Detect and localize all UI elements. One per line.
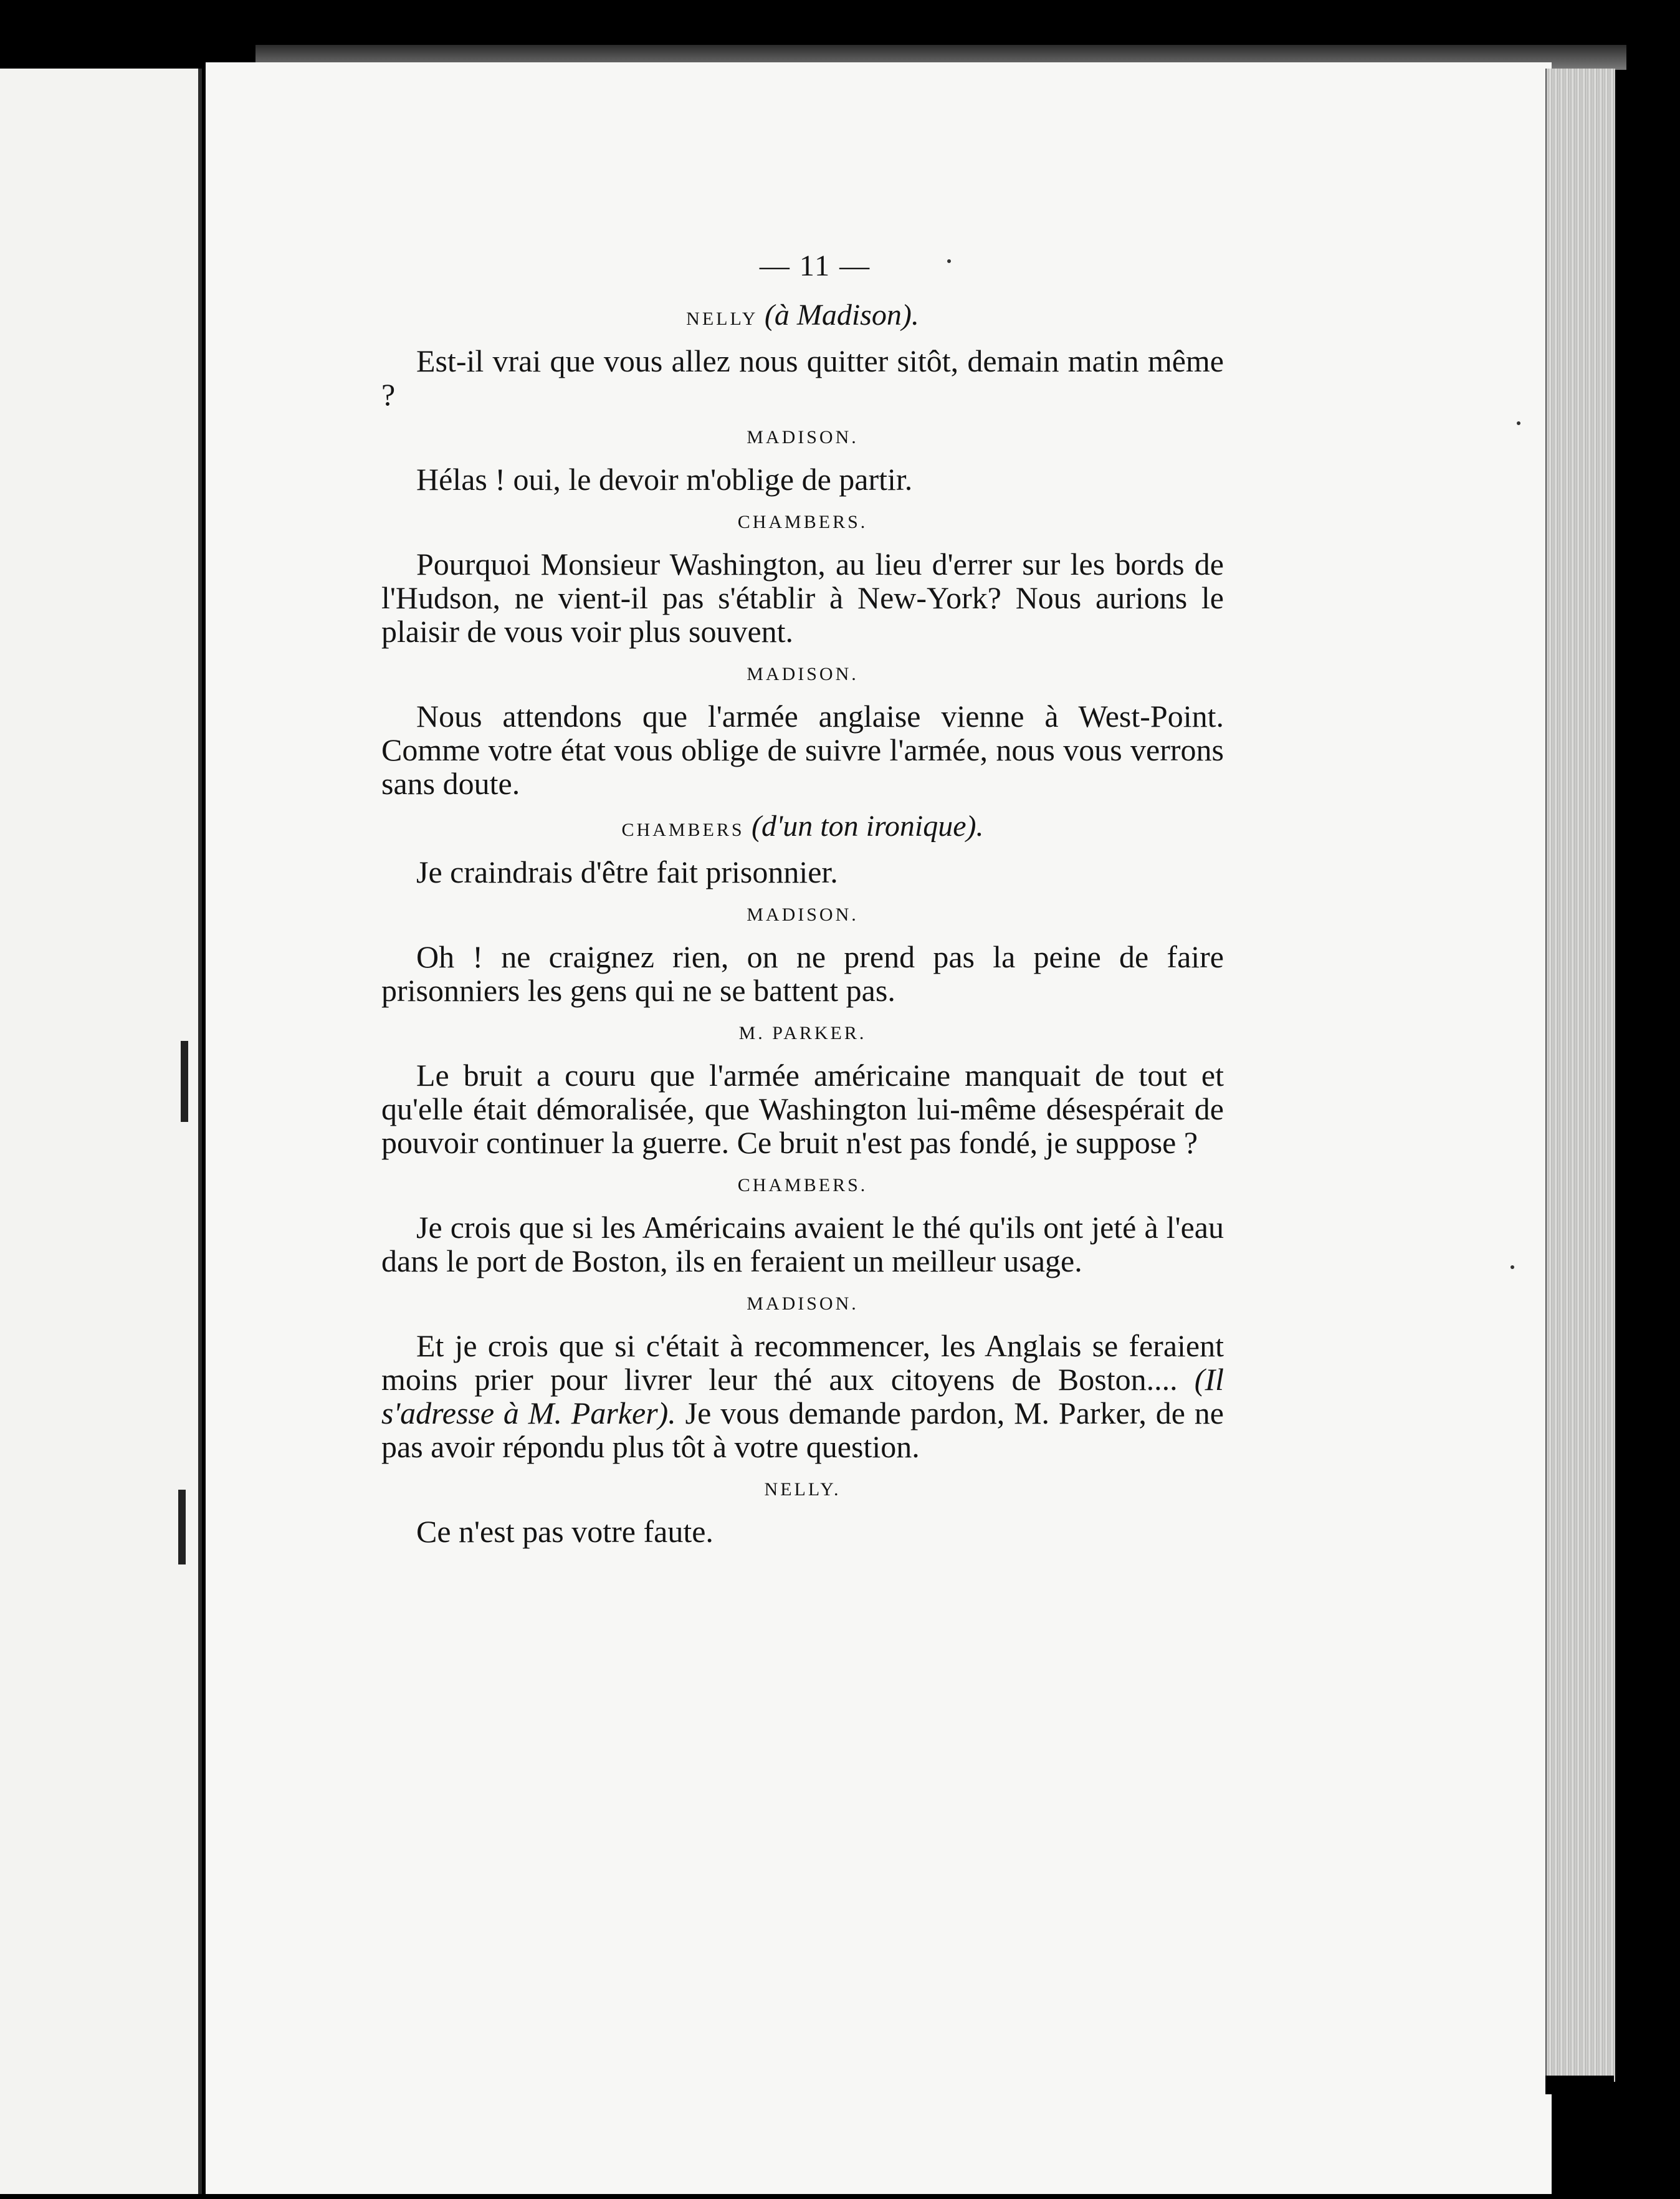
stage-direction: (Il s'adresse à M. Parker).: [381, 1362, 1224, 1430]
speaker-name: CHAMBERS.: [737, 512, 868, 532]
speaker-heading: [381, 810, 1224, 843]
speaker-name: MADISON.: [747, 904, 859, 925]
speech-text: Pourquoi Monsieur Washington, au lieu d'errer sur les bords de l'Hudson, ne vient-il pas s'établir à New-York? Nous aurions le plaisir de vous voir plus souvent.: [381, 547, 1224, 649]
speaker-name: NELLY: [686, 309, 758, 329]
speech-7: [381, 1021, 1224, 1159]
speaker-heading: [381, 1291, 1224, 1316]
binding-mark: [181, 1041, 188, 1122]
speaker-name: CHAMBERS.: [737, 1175, 868, 1195]
speaker-heading: [381, 1021, 1224, 1046]
page-stack-bottom: [1545, 2076, 1614, 2094]
print-speck: [1517, 421, 1520, 425]
speaker-name: MADISON.: [747, 664, 859, 684]
speaker-heading: [381, 1477, 1224, 1502]
page-text: [381, 249, 1224, 1553]
speech-text: [381, 1329, 1224, 1464]
speech-2: [381, 425, 1224, 496]
speech-text-part: Je vous demande pardon, M. Parker, de ne pas avoir répondu plus tôt à votre question.: [381, 1396, 1224, 1464]
speaker-heading: [381, 662, 1224, 687]
speaker-heading: [381, 425, 1224, 450]
speaker-name: MADISON.: [747, 1293, 859, 1314]
speech-1: [381, 299, 1224, 412]
page-number: — 11 —: [759, 249, 871, 282]
speaker-heading: [381, 510, 1224, 535]
print-speck: [1511, 1265, 1514, 1269]
facing-page-edge: [0, 69, 202, 2194]
speech-text: Le bruit a couru que l'armée américaine manquait de tout et qu'elle était démoralisée, que Washington lui-même désespérait de pouvoir continuer la guerre. Ce bruit n'est pas fondé, je suppose ?: [381, 1058, 1224, 1160]
print-speck: [947, 259, 951, 263]
speech-10: [381, 1477, 1224, 1548]
speech-text: Oh ! ne craignez rien, on ne prend pas la peine de faire prisonniers les gens qui ne se battent pas.: [381, 939, 1224, 1008]
speech-text-part: Et je crois que si c'était à recommencer, les Anglais se feraient moins prier pour livrer leur thé aux citoyens de Boston....: [381, 1328, 1224, 1397]
stage-direction: (à Madison).: [764, 299, 919, 332]
speaker-heading: [381, 1173, 1224, 1198]
speaker-name: MADISON.: [747, 427, 859, 448]
speech-text: Nous attendons que l'armée anglaise vienne à West-Point. Comme votre état vous oblige de suivre l'armée, nous vous verrons sans doute.: [381, 699, 1224, 801]
speaker-name: CHAMBERS: [621, 820, 745, 840]
speech-9: [381, 1291, 1224, 1464]
speaker-name: M. PARKER.: [738, 1023, 867, 1043]
speaker-heading: [381, 903, 1224, 927]
speech-3: [381, 510, 1224, 648]
speaker-name: NELLY.: [764, 1479, 841, 1500]
speech-8: [381, 1173, 1224, 1278]
page-stack-edge: [1545, 69, 1615, 2082]
stage-direction: (d'un ton ironique).: [752, 810, 984, 843]
speech-text: Hélas ! oui, le devoir m'oblige de partir.: [416, 462, 913, 497]
binding-mark: [178, 1490, 186, 1564]
speech-4: [381, 662, 1224, 800]
speech-text: Est-il vrai que vous allez nous quitter sitôt, demain matin même ?: [381, 343, 1224, 412]
speaker-heading: [381, 299, 1224, 332]
speech-6: [381, 903, 1224, 1007]
speech-5: [381, 810, 1224, 889]
speech-text: Ce n'est pas votre faute.: [416, 1514, 714, 1549]
speech-text: Je crois que si les Américains avaient le thé qu'ils ont jeté à l'eau dans le port de Boston, ils en feraient un meilleur usage.: [381, 1210, 1224, 1278]
speech-text: Je craindrais d'être fait prisonnier.: [416, 855, 838, 889]
